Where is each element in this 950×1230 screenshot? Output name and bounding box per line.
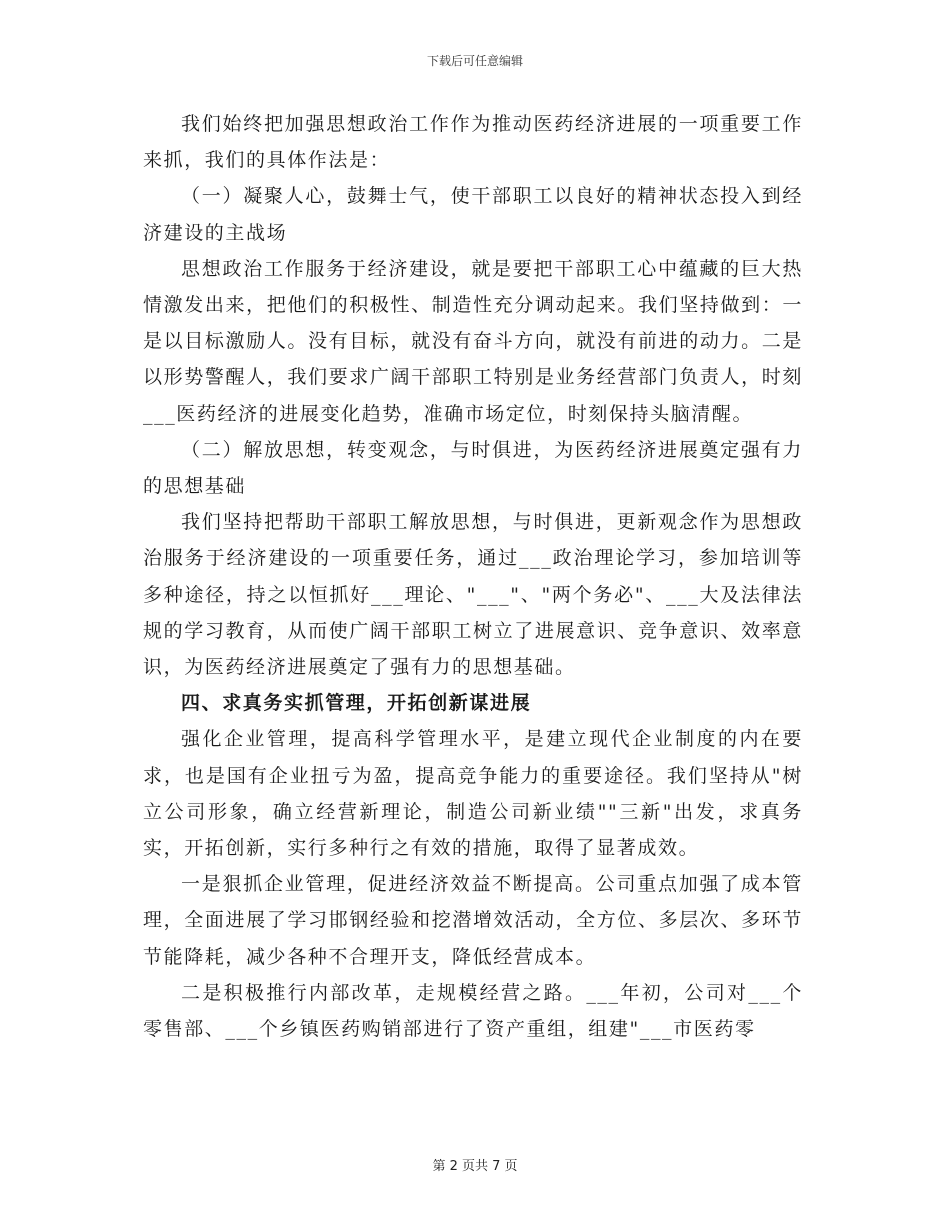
page-header: 下载后可任意编辑 [426, 54, 523, 68]
paragraph-7: 一是狠抓企业管理，促进经济效益不断提高。公司重点加强了成本管理，全面进展了学习邯钢经验和挖潜增效活动，全方位、多层次、多环节节能降耗，减少各种不合理开支，降低经营成本。 [143, 873, 803, 968]
paragraph-intro: 我们始终把加强思想政治工作作为推动医药经济进展的一项重要工作来抓，我们的具体作法是： [143, 113, 803, 172]
paragraph-4: 我们坚持把帮助干部职工解放思想，与时俱进，更新观念作为思想政治服务于经济建设的一项重要任务，通过___政治理论学习，参加培训等多种途径，持之以恒抓好___理论、"___"、"两个务必"、___大及法律法规的学习教育，从而使广阔干部职工树立了进展意识、竞争意识、效率意识，为医药经济进展奠定了强有力的思想基础。 [143, 511, 803, 679]
paragraph-6: 强化企业管理，提高科学管理水平，是建立现代企业制度的内在要求，也是国有企业扭亏为盈，提高竞争能力的重要途径。我们坚持从"树立公司形象，确立经营新理论，制造公司新业绩""三新"出发，求真务实，开拓创新，实行多种行之有效的措施，取得了显著成效。 [143, 728, 803, 860]
page-footer: 第 2 页共 7 页 [432, 1159, 518, 1174]
section-heading-4: 四、求真务实抓管理，开拓创新谋进展 [181, 692, 532, 715]
subheading-1: （一）凝聚人心，鼓舞士气，使干部职工以良好的精神状态投入到经济建设的主战场 [143, 185, 803, 244]
subheading-2: （二）解放思想，转变观念，与时俱进，为医药经济进展奠定强有力的思想基础 [143, 438, 803, 498]
paragraph-2: 思想政治工作服务于经济建设，就是要把干部职工心中蕴藏的巨大热情激发出来，把他们的积极性、制造性充分调动起来。我们坚持做到：一是以目标激励人。没有目标，就没有奋斗方向，就没有前进的动力。二是以形势警醒人，我们要求广阔干部职工特别是业务经营部门负责人，时刻___医药经济的进展变化趋势，准确市场定位，时刻保持头脑清醒。 [143, 257, 803, 425]
paragraph-8: 二是积极推行内部改革，走规模经营之路。___年初，公司对___个零售部、___个乡镇医药购销部进行了资产重组，组建"___市医药零 [143, 981, 803, 1041]
document-body [143, 106, 803, 1047]
